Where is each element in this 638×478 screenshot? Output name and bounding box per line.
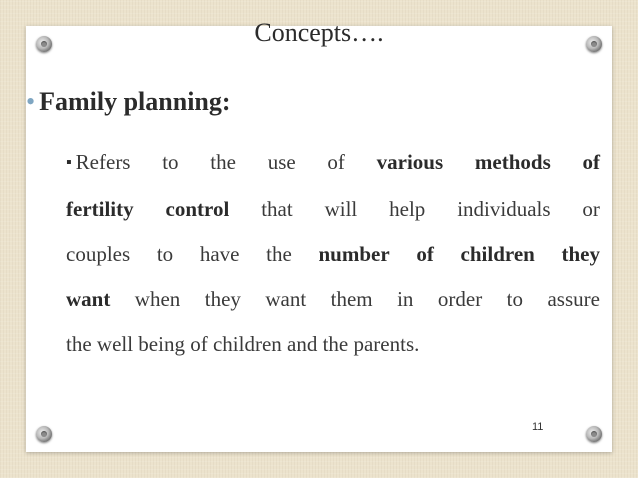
word: order xyxy=(437,287,483,311)
word: methods xyxy=(474,150,551,174)
thumbtack-icon xyxy=(36,426,52,442)
definition-paragraph xyxy=(66,140,600,367)
word: will xyxy=(324,197,358,221)
bullet-icon: • xyxy=(26,87,36,116)
word: use xyxy=(267,150,296,174)
word: fertility xyxy=(66,197,134,221)
page-number: 11 xyxy=(532,421,544,433)
paragraph-line xyxy=(66,187,600,232)
word: them xyxy=(330,287,373,311)
heading xyxy=(26,84,231,120)
word: children xyxy=(460,242,535,266)
word: the xyxy=(266,242,292,266)
paragraph-line xyxy=(66,140,600,187)
word: in xyxy=(397,287,414,311)
word: they xyxy=(561,242,600,266)
word: have xyxy=(199,242,240,266)
paragraph-line xyxy=(66,232,600,277)
word: various xyxy=(376,150,444,174)
word: when xyxy=(134,287,181,311)
word: couples xyxy=(66,242,131,266)
word: individuals xyxy=(457,197,551,221)
slide-title: Concepts…. xyxy=(254,18,384,47)
word: to xyxy=(506,287,523,311)
word: of xyxy=(416,242,434,266)
word: number xyxy=(318,242,390,266)
word: want xyxy=(265,287,307,311)
word: of xyxy=(327,150,345,174)
word: Refers xyxy=(75,150,131,174)
word: to xyxy=(156,242,174,266)
square-bullet-icon: ▪ xyxy=(66,154,72,171)
word: they xyxy=(204,287,241,311)
heading-text: Family planning: xyxy=(39,87,231,116)
word: or xyxy=(582,197,600,221)
thumbtack-icon xyxy=(586,426,602,442)
word: of xyxy=(582,150,600,174)
paragraph-line: the well being of children and the parents. xyxy=(66,332,420,356)
word: help xyxy=(389,197,426,221)
word: control xyxy=(165,197,230,221)
word: want xyxy=(66,287,111,311)
word: to xyxy=(162,150,179,174)
word: assure xyxy=(547,287,600,311)
paragraph-line xyxy=(66,277,600,322)
word: the xyxy=(210,150,236,174)
word: that xyxy=(261,197,293,221)
